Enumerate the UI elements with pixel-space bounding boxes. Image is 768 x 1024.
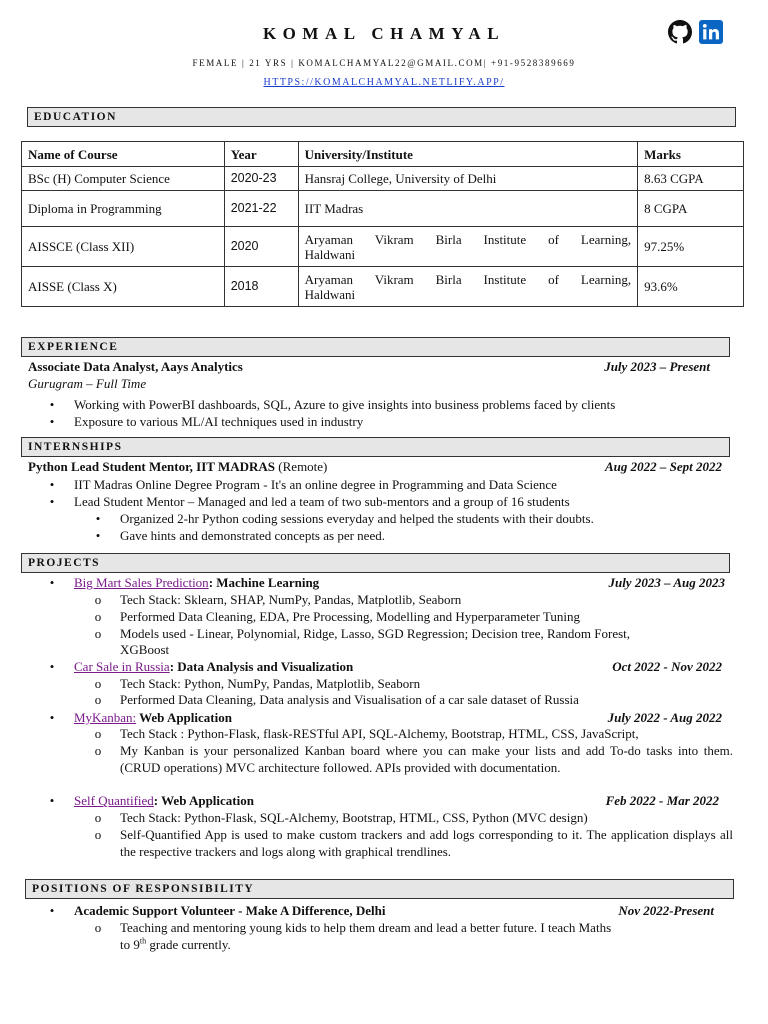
marks-cell: 97.25% xyxy=(638,227,744,267)
list-item: Organized 2-hr Python coding sessions everyday and helped the students with their doubts. xyxy=(120,511,594,526)
list-item: Teaching and mentoring young kids to help them dream and lead a better future. I teach Maths xyxy=(120,920,612,935)
experience-entry xyxy=(28,359,710,376)
list-item: Tech Stack: Sklearn, SHAP, NumPy, Pandas, Matplotlib, Seaborn xyxy=(120,592,462,607)
contact-line: FEMALE | 21 YRS | KOMALCHAMYAL22@GMAIL.COM| +91-9528389669 xyxy=(192,58,576,68)
education-table xyxy=(21,141,744,307)
table-row xyxy=(22,167,744,191)
responsibility-heading: POSITIONS OF RESPONSIBILITY xyxy=(25,879,734,899)
sub-bullet: o xyxy=(94,810,102,825)
course-cell: BSc (H) Computer Science xyxy=(22,167,225,191)
list-item: Models used - Linear, Polynomial, Ridge, Lasso, SGD Regression; Decision tree, Random Forest, xyxy=(120,626,631,641)
job-location: Gurugram – Full Time xyxy=(28,376,147,391)
project-dates: Oct 2022 - Nov 2022 xyxy=(612,659,722,674)
list-item: Exposure to various ML/AI techniques used in industry xyxy=(74,414,364,429)
list-item: Performed Data Cleaning, EDA, Pre Processing, Modelling and Hyperparameter Tuning xyxy=(120,609,580,624)
bullet: • xyxy=(49,397,55,412)
sub-bullet: o xyxy=(94,626,102,641)
social-icons xyxy=(668,20,723,44)
bullet: • xyxy=(49,710,55,725)
table-row xyxy=(22,191,744,227)
project-type: Web Application xyxy=(136,710,232,725)
candidate-name: KOMAL CHAMYAL xyxy=(262,24,506,43)
marks-cell: 8 CGPA xyxy=(638,191,744,227)
bullet: • xyxy=(49,659,55,674)
bullet: • xyxy=(49,575,55,590)
bullet: • xyxy=(49,793,55,808)
project-entry xyxy=(74,710,722,727)
website-link[interactable]: HTTPS://KOMALCHAMYAL.NETLIFY.APP/ xyxy=(263,77,505,88)
list-item: IIT Madras Online Degree Program - It's an online degree in Programming and Data Science xyxy=(74,477,557,492)
marks-cell: 93.6% xyxy=(638,267,744,307)
project-link[interactable]: Car Sale in Russia xyxy=(74,659,170,674)
internship-dates: Aug 2022 – Sept 2022 xyxy=(604,459,722,474)
bullet: • xyxy=(49,477,55,492)
year-cell: 2020-23 xyxy=(224,167,298,191)
project-dates: Feb 2022 - Mar 2022 xyxy=(605,793,719,808)
institute-cell: IIT Madras xyxy=(298,191,637,227)
list-item-continued: XGBoost xyxy=(120,642,170,657)
course-cell: AISSCE (Class XII) xyxy=(22,227,225,267)
project-entry xyxy=(74,659,722,676)
sub-bullet: o xyxy=(94,592,102,607)
project-type: : Machine Learning xyxy=(208,575,320,590)
list-item: Lead Student Mentor – Managed and led a team of two sub-mentors and a group of 16 students xyxy=(74,494,570,509)
sub-bullet: o xyxy=(94,676,102,691)
list-item: Tech Stack: Python, NumPy, Pandas, Matplotlib, Seaborn xyxy=(120,676,421,691)
experience-heading: EXPERIENCE xyxy=(21,337,730,357)
projects-heading: PROJECTS xyxy=(21,553,730,573)
institute-cell: Aryaman Vikram Birla Institute of Learning, Haldwani xyxy=(298,227,637,267)
responsibility-entry xyxy=(74,903,714,920)
linkedin-icon[interactable] xyxy=(699,20,723,44)
column-header: Marks xyxy=(638,142,744,167)
table-row xyxy=(22,267,744,307)
project-dates: July 2022 - Aug 2022 xyxy=(607,710,722,725)
project-link[interactable]: Big Mart Sales Prediction xyxy=(74,575,209,590)
bullet: • xyxy=(49,494,55,509)
project-entry xyxy=(74,575,725,592)
sub-bullet: o xyxy=(94,743,102,758)
education-heading: EDUCATION xyxy=(27,107,736,127)
list-item-continued: to 9th grade currently. xyxy=(120,936,231,952)
column-header: University/Institute xyxy=(298,142,637,167)
year-cell: 2020 xyxy=(224,227,298,267)
bullet: • xyxy=(95,511,101,526)
list-item: Working with PowerBI dashboards, SQL, Azure to give insights into business problems faced by clients xyxy=(74,397,616,412)
job-dates: July 2023 – Present xyxy=(604,359,710,374)
bullet: • xyxy=(49,903,55,918)
sub-bullet: o xyxy=(94,827,102,842)
project-link[interactable]: Self Quantified xyxy=(74,793,154,808)
internships-heading: INTERNSHIPS xyxy=(21,437,730,457)
table-row xyxy=(22,227,744,267)
list-item: Tech Stack: Python-Flask, SQL-Alchemy, Bootstrap, HTML, CSS, Python (MVC design) xyxy=(120,810,588,825)
project-type: : Web Application xyxy=(153,793,254,808)
list-item: Self-Quantified App is used to make custom trackers and add logs corresponding to it. The application displays all the respective trackers and logs along with graphical trendlines. xyxy=(120,827,733,859)
year-cell: 2018 xyxy=(224,267,298,307)
bullet: • xyxy=(49,414,55,429)
column-header: Name of Course xyxy=(22,142,225,167)
job-title: Associate Data Analyst, Aays Analytics xyxy=(28,359,243,374)
responsibility-dates: Nov 2022-Present xyxy=(618,903,714,918)
list-item: Performed Data Cleaning, Data analysis and Visualisation of a car sale dataset of Russia xyxy=(120,692,579,707)
internship-entry xyxy=(28,459,722,476)
marks-cell: 8.63 CGPA xyxy=(638,167,744,191)
list-item: Gave hints and demonstrated concepts as per need. xyxy=(120,528,385,543)
internship-title: Python Lead Student Mentor, IIT MADRAS (Remote) xyxy=(28,459,328,474)
bullet: • xyxy=(95,528,101,543)
project-link[interactable]: MyKanban: xyxy=(74,710,137,725)
responsibility-title: Academic Support Volunteer - Make A Difference, Delhi xyxy=(74,903,386,918)
institute-cell: Aryaman Vikram Birla Institute of Learning, Haldwani xyxy=(298,267,637,307)
sub-bullet: o xyxy=(94,726,102,741)
sub-bullet: o xyxy=(94,920,102,935)
sub-bullet: o xyxy=(94,609,102,624)
institute-cell: Hansraj College, University of Delhi xyxy=(298,167,637,191)
project-type: : Data Analysis and Visualization xyxy=(169,659,354,674)
project-entry xyxy=(74,793,719,810)
course-cell: Diploma in Programming xyxy=(22,191,225,227)
course-cell: AISSE (Class X) xyxy=(22,267,225,307)
table-header-row xyxy=(22,142,744,167)
list-item: Tech Stack : Python-Flask, flask-RESTful API, SQL-Alchemy, Bootstrap, HTML, CSS, JavaScript, xyxy=(120,726,639,741)
column-header: Year xyxy=(224,142,298,167)
sub-bullet: o xyxy=(94,692,102,707)
list-item: My Kanban is your personalized Kanban board where you can make your lists and add To-do tasks into them. (CRUD operations) MVC architecture followed. APIs provided with documentation. xyxy=(120,743,733,775)
year-cell: 2021-22 xyxy=(224,191,298,227)
github-icon[interactable] xyxy=(668,20,692,44)
project-dates: July 2023 – Aug 2023 xyxy=(608,575,725,590)
